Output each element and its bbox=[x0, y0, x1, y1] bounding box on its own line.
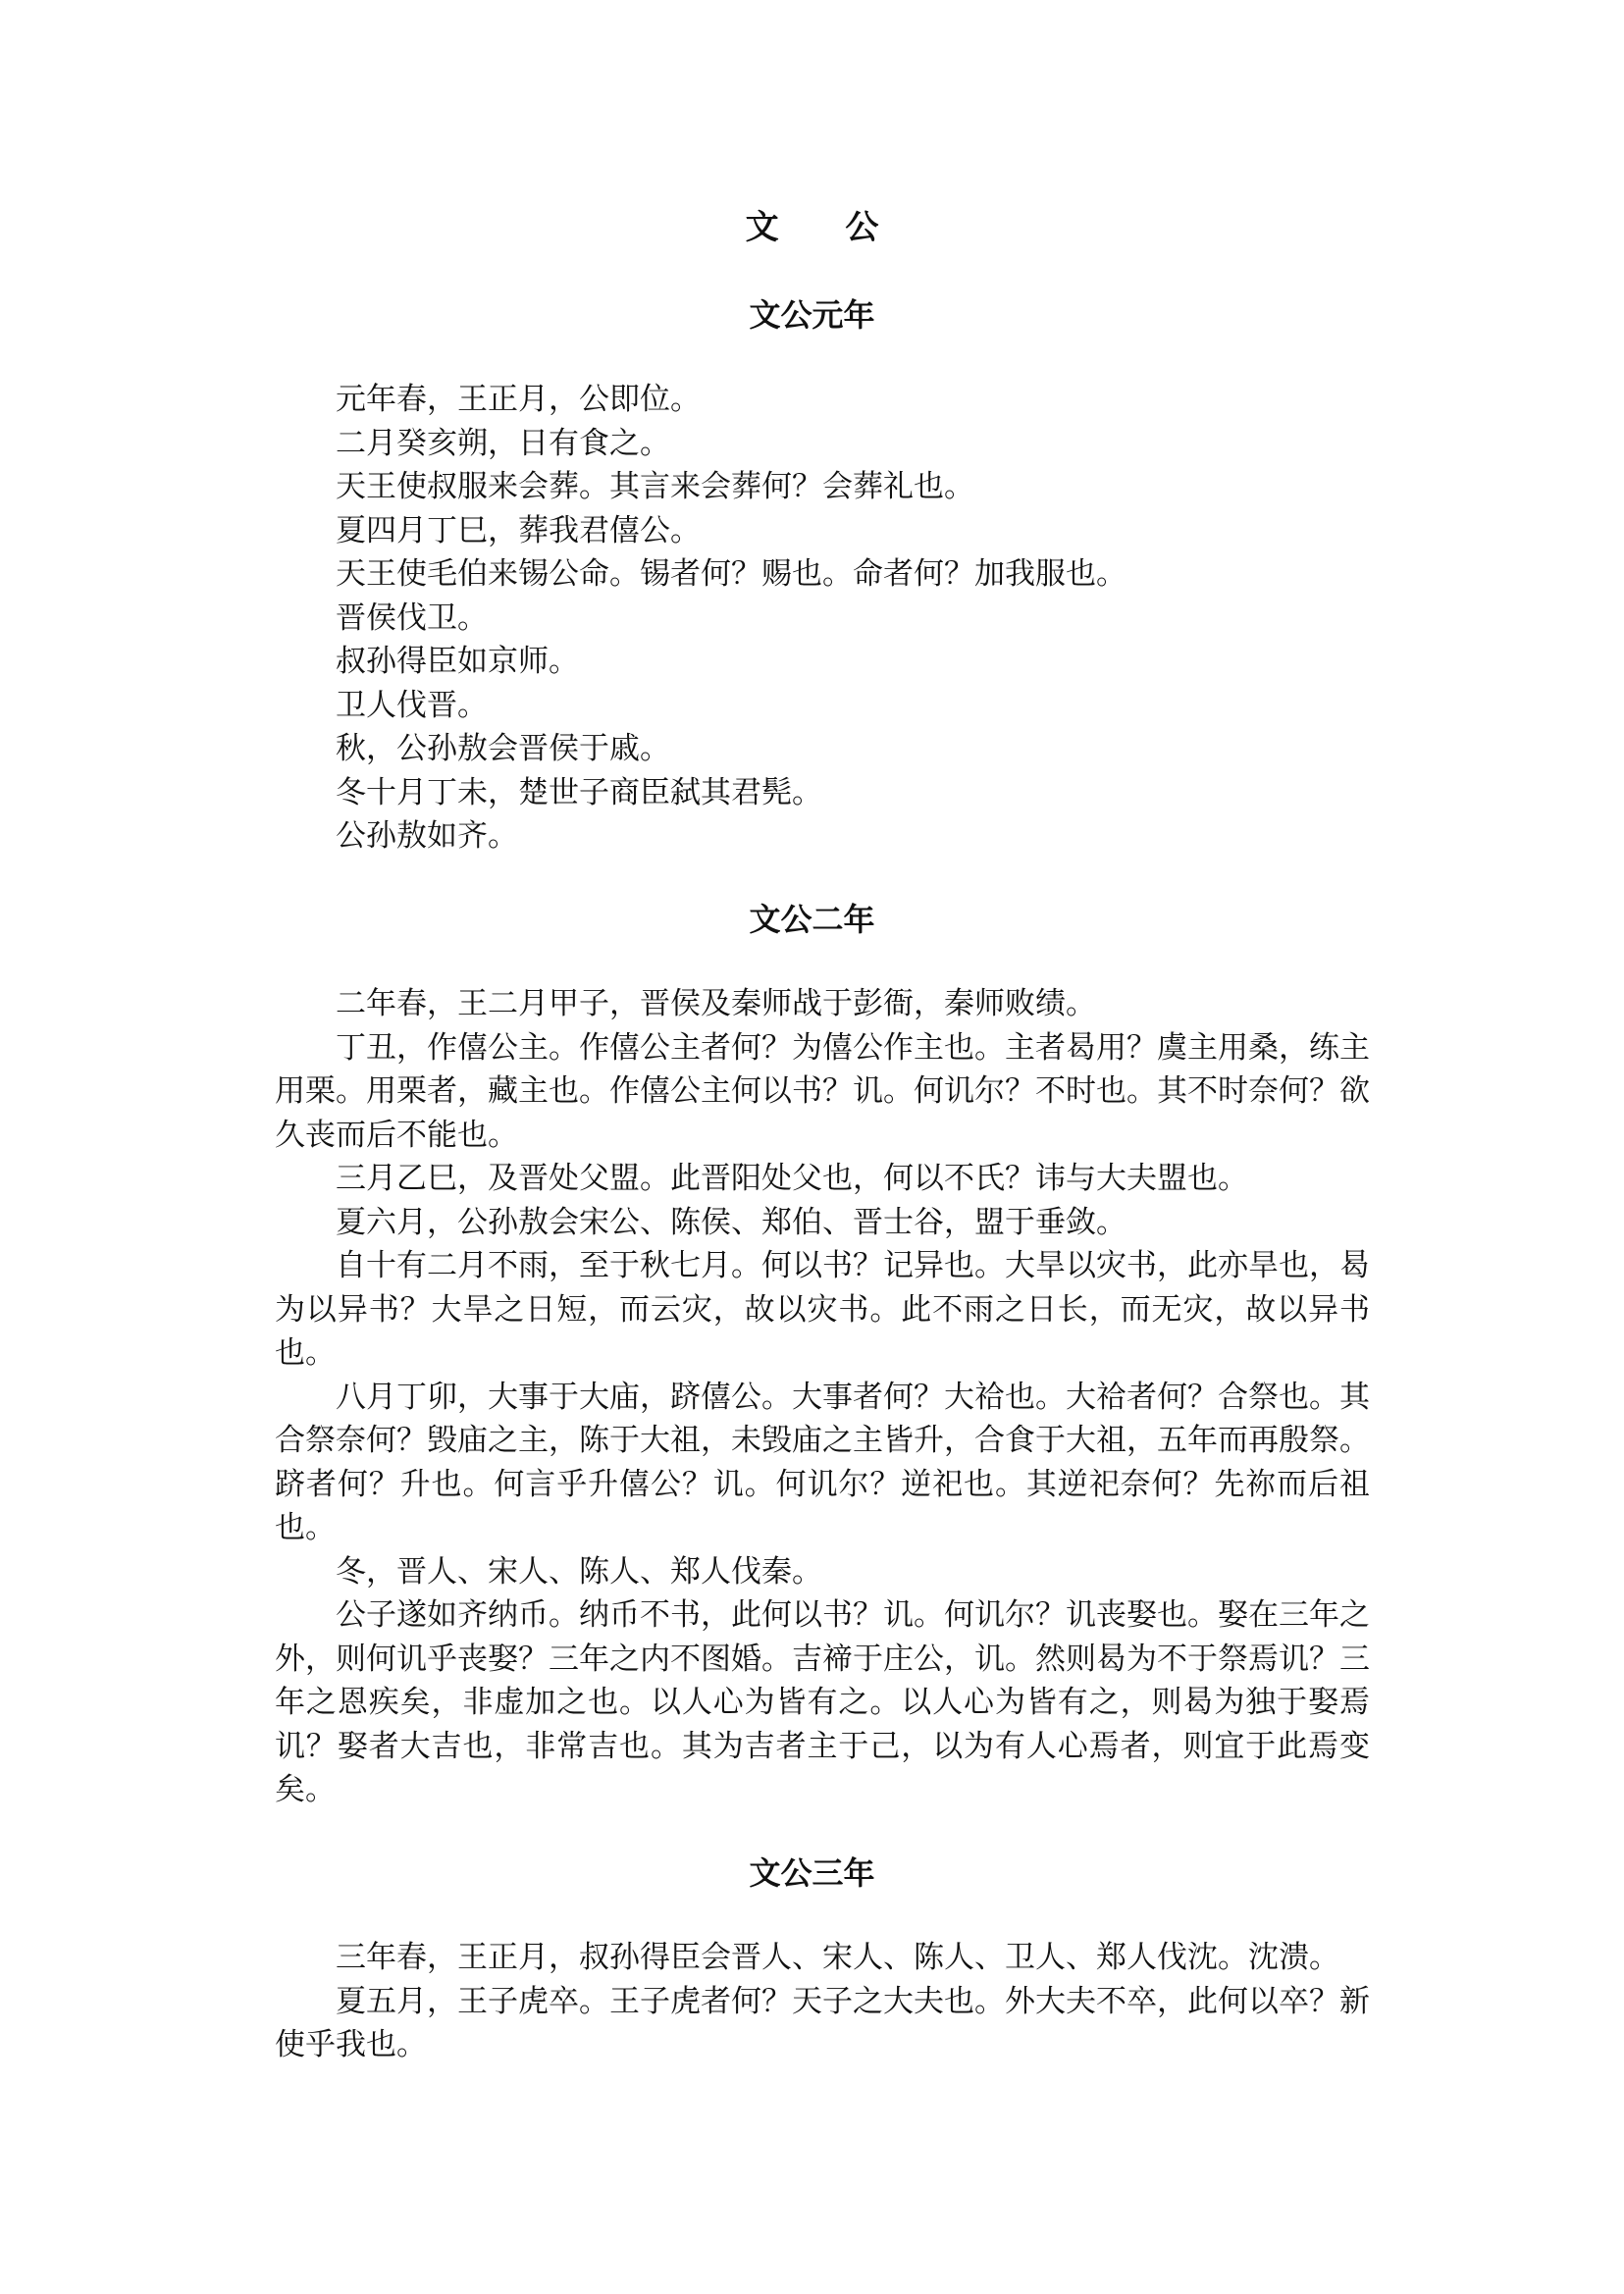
section-title: 文公三年 bbox=[749, 1854, 875, 1892]
paragraph: 二月癸亥朔，日有食之。 bbox=[336, 425, 670, 461]
paragraph: 天王使叔服来会葬。其言来会葬何？会葬礼也。 bbox=[336, 469, 974, 504]
paragraph: 丁丑，作僖公主。作僖公主者何？为僖公作主也。主者曷用？虞主用桑，练主用栗。用栗者，藏主也。作僖公主何以书？讥。何讥尔？不时也。其不时奈何？欲久丧而后不能也。 bbox=[275, 1029, 1370, 1153]
paragraph: 三月乙巳，及晋处父盟。此晋阳处父也，何以不氏？讳与大夫盟也。 bbox=[336, 1161, 1248, 1196]
paragraph: 元年春，王正月，公即位。 bbox=[336, 382, 701, 417]
paragraph: 二年春，王二月甲子，晋侯及秦师战于彭衙，秦师败绩。 bbox=[336, 986, 1096, 1021]
paragraph: 八月丁卯，大事于大庙，跻僖公。大事者何？大祫也。大祫者何？合祭也。其合祭奈何？毁庙之主，陈于大祖，未毁庙之主皆升，合食于大祖，五年而再殷祭。跻者何？升也。何言乎升僖公？讥。何讥尔？逆祀也。其逆祀奈何？先祢而后祖也。 bbox=[275, 1379, 1370, 1545]
paragraph: 叔孙得臣如京师。 bbox=[336, 644, 579, 679]
paragraph: 公孙敖如齐。 bbox=[336, 818, 518, 854]
paragraph: 卫人伐晋。 bbox=[336, 687, 488, 723]
paragraph: 夏六月，公孙敖会宋公、陈侯、郑伯、晋士谷，盟于垂敛。 bbox=[336, 1204, 1126, 1240]
paragraph: 自十有二月不雨，至于秋七月。何以书？记异也。大旱以灾书，此亦旱也，曷为以异书？大旱之日短，而云灾，故以灾书。此不雨之日长，而无灾，故以异书也。 bbox=[275, 1248, 1370, 1371]
chapter-title: 文 公 bbox=[745, 208, 907, 247]
section-title: 文公元年 bbox=[749, 296, 875, 334]
paragraph: 夏四月丁巳，葬我君僖公。 bbox=[336, 512, 701, 548]
paragraph: 冬，晋人、宋人、陈人、郑人伐秦。 bbox=[336, 1553, 822, 1590]
paragraph: 秋，公孙敖会晋侯于戚。 bbox=[336, 731, 670, 766]
paragraph: 冬十月丁未，楚世子商臣弑其君髡。 bbox=[336, 774, 822, 810]
section-body bbox=[275, 378, 1370, 859]
paragraph: 夏五月，王子虎卒。王子虎者何？天子之大夫也。外大夫不卒，此何以卒？新使乎我也。 bbox=[275, 1983, 1370, 2062]
paragraph: 晋侯伐卫。 bbox=[336, 600, 488, 636]
paragraph: 天王使毛伯来锡公命。锡者何？赐也。命者何？加我服也。 bbox=[336, 556, 1126, 592]
section-body bbox=[275, 1936, 1370, 2067]
paragraph: 公子遂如齐纳币。纳币不书，此何以书？讥。何讥尔？讥丧娶也。娶在三年之外，则何讥乎丧娶？三年之内不图婚。吉禘于庄公，讥。然则曷为不于祭焉讥？三年之恩疾矣，非虚加之也。以人心为皆有之。以人心为皆有之，则曷为独于娶焉讥？娶者大吉也，非常吉也。其为吉者主于己，以为有人心焉者，则宜于此焉变矣。 bbox=[275, 1597, 1370, 1807]
paragraph: 三年春，王正月，叔孙得臣会晋人、宋人、陈人、卫人、郑人伐沈。沈溃。 bbox=[336, 1940, 1339, 1975]
section-title: 文公二年 bbox=[749, 901, 875, 938]
section-body bbox=[275, 982, 1370, 1812]
